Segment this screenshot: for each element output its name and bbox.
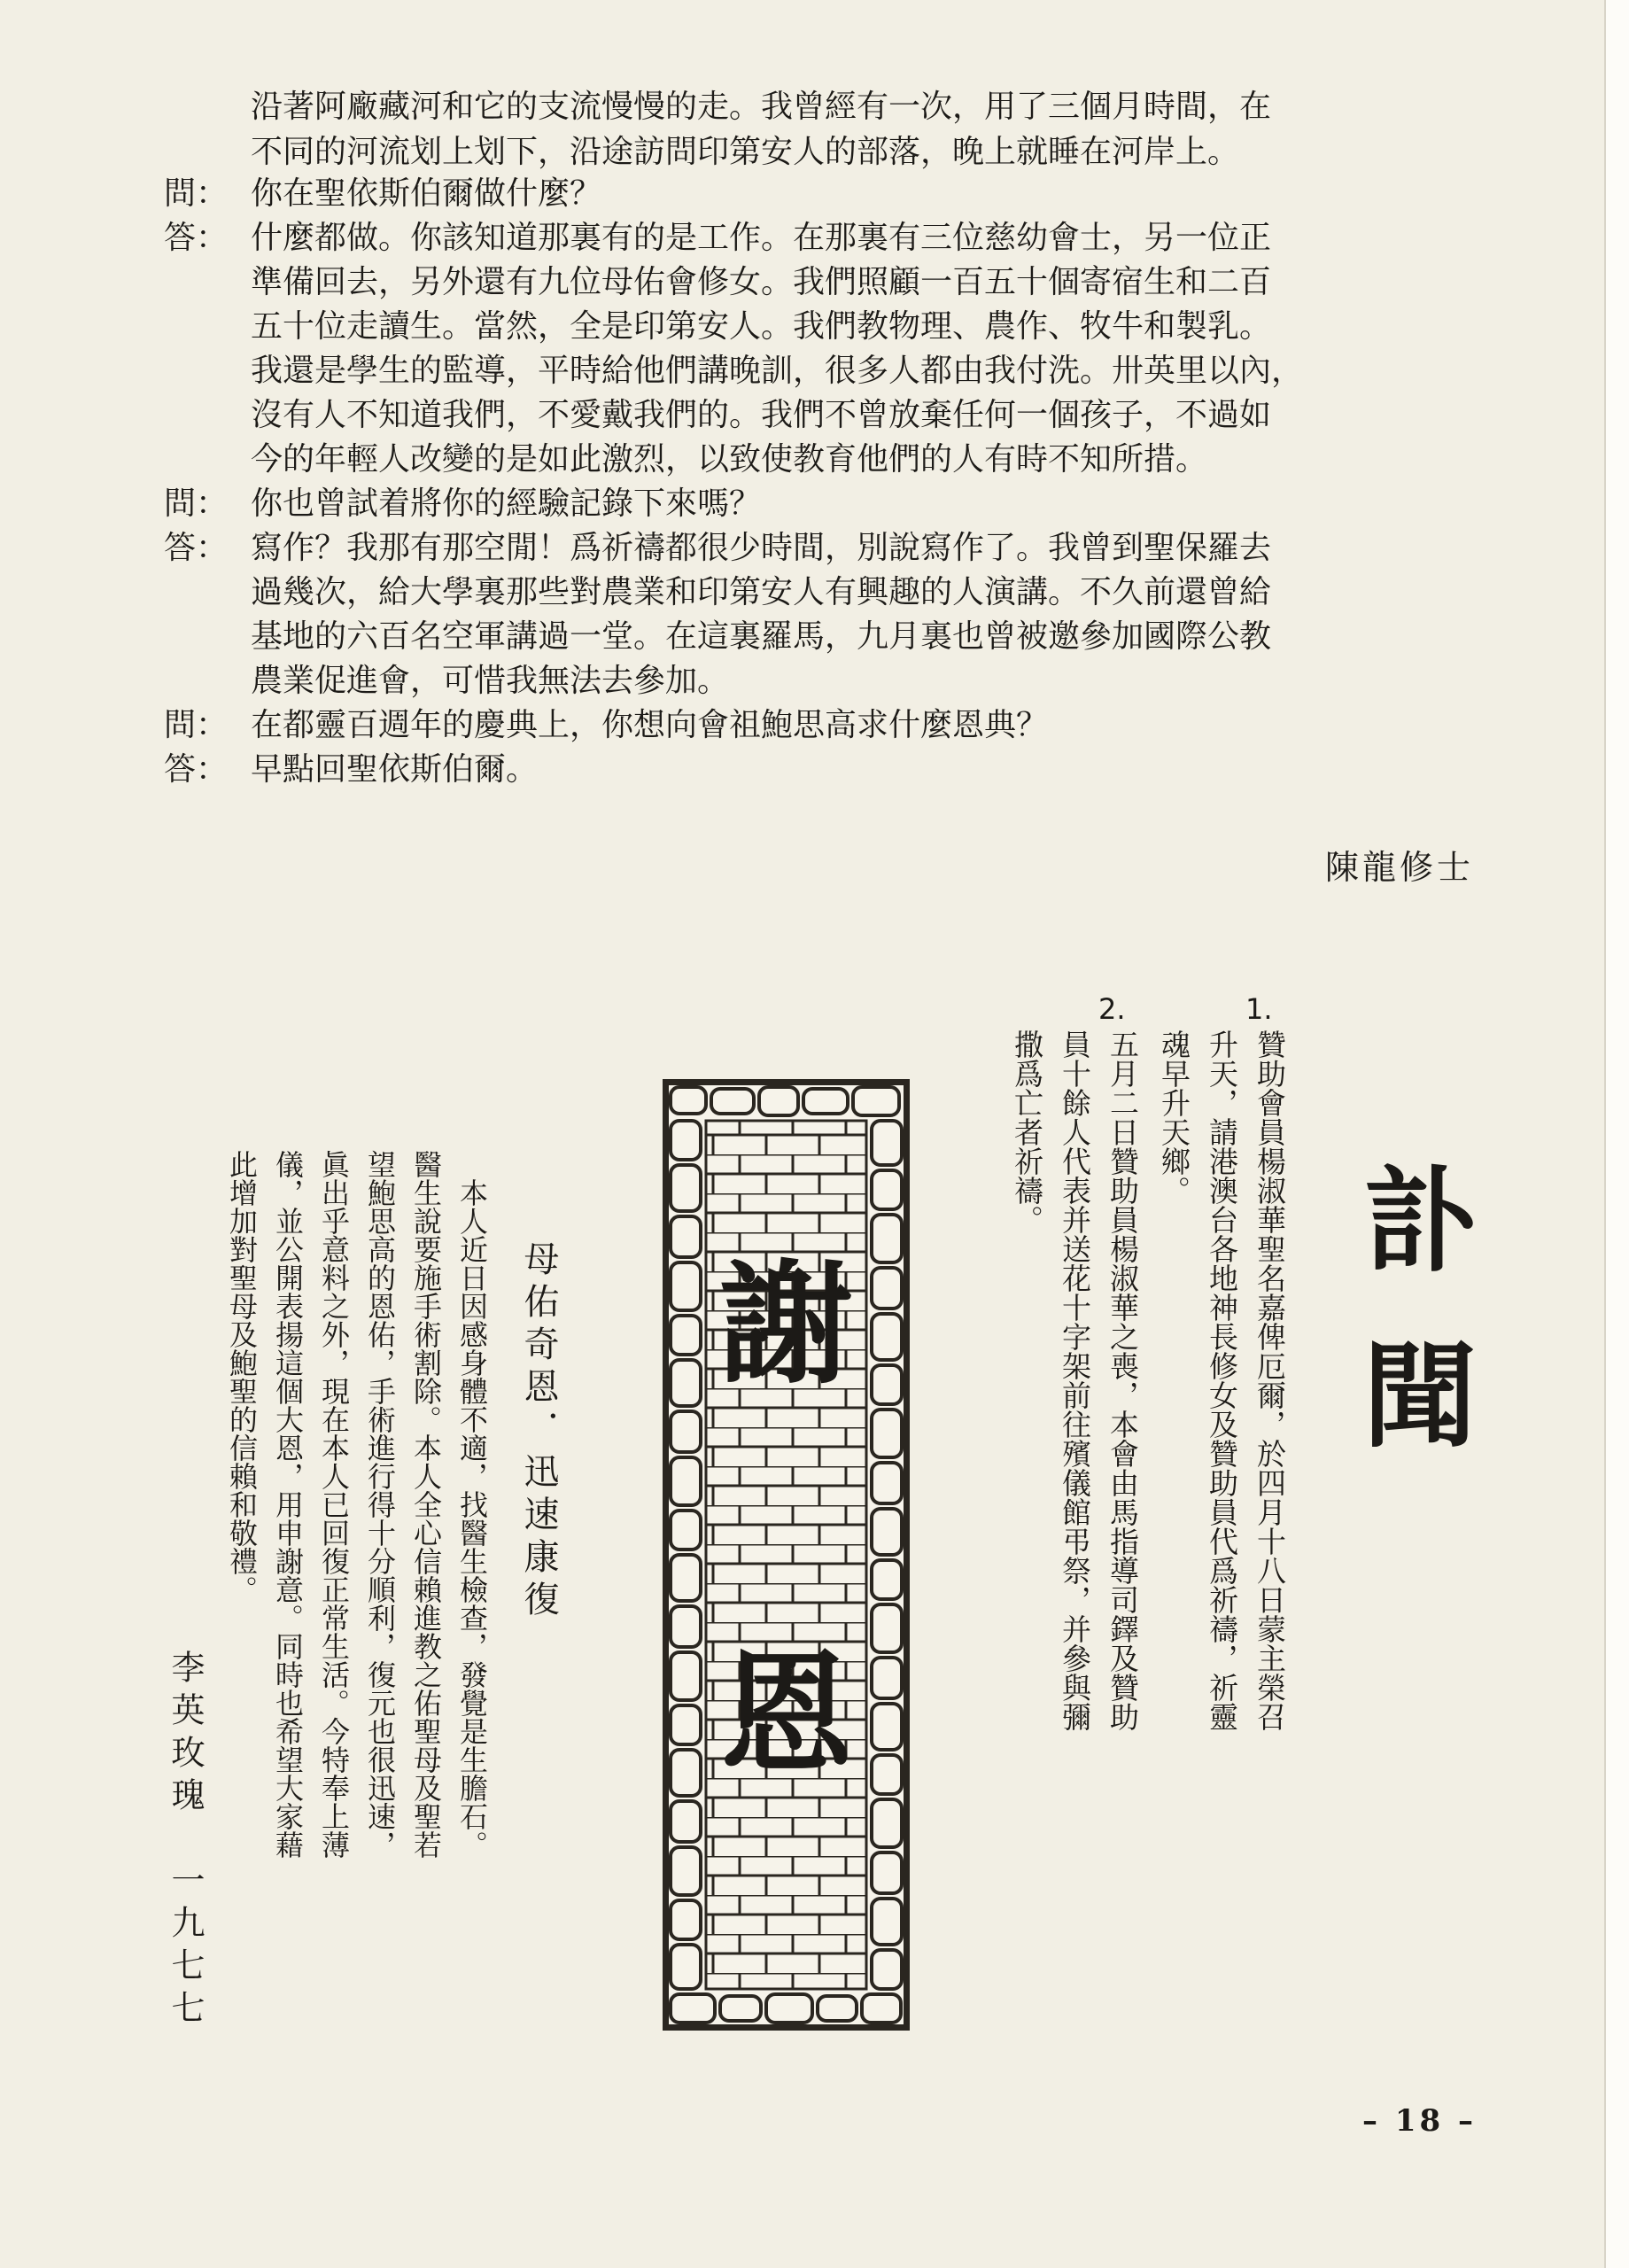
thanks-column: 眞出乎意料之外，現在本人已回復正常生活。今特奉上薄 <box>317 1150 351 1859</box>
interview-section <box>164 82 1497 792</box>
qa-entry-answer <box>164 748 1497 792</box>
thanks-column: 望鮑思高的恩佑，手術進行得十分順利，復元也很迅速， <box>363 1150 397 1859</box>
obituary-column: 五月二日贊助員楊淑華之喪，本會由馬指導司鐸及贊助 <box>1105 1029 1140 1731</box>
thanks-column: 此增加對聖母及鮑聖的信賴和敬禮。 <box>225 1150 259 1604</box>
answer-mark: 答： <box>164 751 229 788</box>
qa-line: 農業促進會，可惜我無法去參加。 <box>251 663 730 699</box>
qa-entry-answer <box>164 526 1497 703</box>
obituary-column: 撒爲亡者祈禱。 <box>1010 1029 1044 1234</box>
thanks-column: 本人近日因感身體不適，找醫生檢查，發覺是生膽石。 <box>455 1178 489 1859</box>
scan-edge <box>1604 0 1629 2268</box>
question-mark: 問： <box>164 707 229 743</box>
qa-entry-question <box>164 703 1497 748</box>
qa-line: 沒有人不知道我們，不愛戴我們的。我們不曾放棄任何一個孩子，不過如 <box>251 397 1272 433</box>
qa-line: 今的年輕人改變的是如此激烈，以致使教育他們的人有時不知所措。 <box>251 441 1208 478</box>
obituary-item-number: 1. <box>1245 992 1273 1026</box>
obituary-column: 魂早升天鄉。 <box>1157 1029 1191 1205</box>
panel-character: 恩 <box>719 1636 853 1792</box>
interview-signature: 陳龍修士 <box>1324 848 1474 887</box>
thanks-notice-signer: 李英玫瑰 一九七七 <box>166 1650 205 2032</box>
thanks-notice-title: 母佑奇恩．迅速康復 <box>518 1240 559 1623</box>
qa-line: 我還是學生的監導，平時給他們講晚訓，很多人都由我付洗。卅英里以內， <box>251 353 1304 389</box>
obituary-column: 升天，請港澳台各地神長修女及贊助員代爲祈禱，祈靈 <box>1205 1029 1239 1731</box>
qa-line: 什麼都做。你該知道那裏有的是工作。在那裏有三位慈幼會士，另一位正 <box>251 220 1272 256</box>
qa-line: 你在聖依斯伯爾做什麼？ <box>251 175 602 212</box>
obituary-column: 贊助會員楊淑華聖名嘉俾厄爾，於四月十八日蒙主榮召 <box>1253 1029 1287 1731</box>
page-number: – 18 – <box>1362 2103 1477 2139</box>
obituary-column: 員十餘人代表并送花十字架前往殯儀館弔祭，并參與彌 <box>1058 1029 1092 1731</box>
answer-mark: 答： <box>164 530 229 566</box>
qa-entry-answer <box>164 216 1497 482</box>
qa-entry-question <box>164 482 1497 526</box>
intro-line: 不同的河流划上划下，沿途訪問印第安人的部落，晚上就睡在河岸上。 <box>251 134 1240 170</box>
qa-line: 你也曾試着將你的經驗記錄下來嗎？ <box>251 485 762 522</box>
thanks-column: 儀，並公開表揚這個大恩，用申謝意。同時也希望大家藉 <box>271 1150 305 1859</box>
qa-line: 早點回聖依斯伯爾。 <box>251 751 539 788</box>
interview-intro <box>164 82 1497 172</box>
qa-entry-question <box>164 172 1497 216</box>
qa-line: 寫作？我那有那空閒！爲祈禱都很少時間，別說寫作了。我曾到聖保羅去 <box>251 530 1272 566</box>
qa-line: 過幾次，給大學裏那些對農業和印第安人有興趣的人演講。不久前還曾給 <box>251 574 1272 610</box>
qa-line: 基地的六百名空軍講過一堂。在這裏羅馬，九月裏也曾被邀參加國際公教 <box>251 618 1272 655</box>
obituary-item-number: 2. <box>1098 992 1126 1026</box>
thanks-column: 醫生說要施手術割除。本人全心信賴進教之佑聖母及聖若 <box>409 1150 443 1859</box>
answer-mark: 答： <box>164 220 229 256</box>
qa-line: 在都靈百週年的慶典上，你想向會祖鮑思高求什麼恩典？ <box>251 707 1049 743</box>
question-mark: 問： <box>164 485 229 522</box>
question-mark: 問： <box>164 175 229 212</box>
stone-brick-frame-icon <box>660 1076 912 2033</box>
obituary-notice <box>966 992 1302 2029</box>
obituary-title: 訃聞 <box>1344 1161 1477 1511</box>
thanks-decorative-panel <box>660 1076 912 2033</box>
panel-character: 謝 <box>719 1247 853 1402</box>
qa-line: 準備回去，另外還有九位母佑會修女。我們照顧一百五十個寄宿生和二百 <box>251 264 1272 300</box>
intro-line: 沿著阿廠藏河和它的支流慢慢的走。我曾經有一次，用了三個月時間，在 <box>251 89 1272 125</box>
qa-line: 五十位走讀生。當然，全是印第安人。我們教物理、農作、牧牛和製乳。 <box>251 308 1272 345</box>
